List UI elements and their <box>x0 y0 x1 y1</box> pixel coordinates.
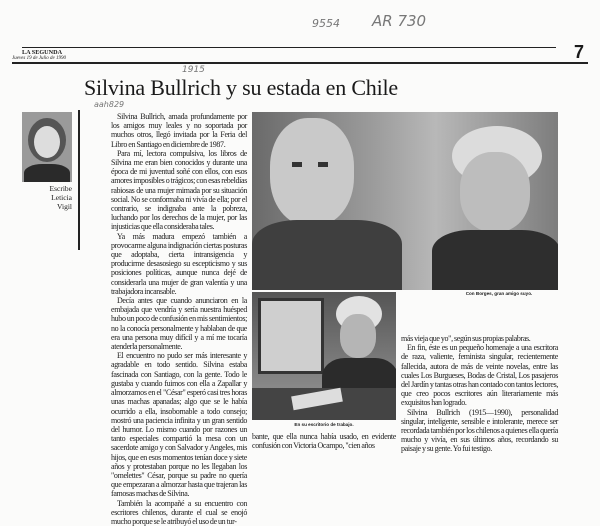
caption-borges: Con Borges, gran amigo suyo. <box>465 291 533 296</box>
handwritten-number: 9554 <box>312 17 340 30</box>
paragraph: Silvina Bullrich, amada profundamente por los amigos muy leales y no soportada por muchos otros, llegó invitada por la Feria del Libro en Santiago en diciembre de 1987. <box>111 112 247 149</box>
byline-last-name: Vigil <box>57 202 72 211</box>
byline <box>40 184 72 211</box>
article-column-right <box>401 334 558 454</box>
photo-at-desk <box>252 292 396 420</box>
photo-with-borges <box>252 112 558 290</box>
newspaper-name: LA SEGUNDA <box>22 49 63 56</box>
handwritten-year: 1915 <box>182 65 205 75</box>
author-photo <box>22 112 72 182</box>
paragraph: En fin, éste es un pequeño homenaje a una escritora de raza, valiente, feminista singular, recientemente fallecida, autora de más de veinte novelas, entre las cuales Los Burgueses, Bodas de Cristal, Los pasajeros del Jardín y tantas otras han contado con tantos lectores, que creo pocos escritores aún literariamente más exquisitos han logrado. <box>401 343 558 408</box>
newspaper-date: Jueves 19 de Julio de 1990 <box>12 56 67 61</box>
handwritten-reference: aah829 <box>94 100 125 109</box>
caption-desk: En su escritorio de trabajo. <box>294 422 354 427</box>
paragraph: También la acompañé a su encuentro con escritores chilenos, durante el cual se enojó mucho porque se le atribuyó el uso de un tur- <box>111 498 247 526</box>
paragraph: El encuentro no pudo ser más interesante y agradable en todo sentido. Silvina estaba fascinada con Santiago, con la gente. Todo le gustaba y cuando fuimos con ella a Zapallar y almorzamos en el "César" esperó casi tres horas unas machas apanadas; algo que se le había ocurrido a ella, insobornable a todo consejo; mostró una paciencia infinita y un gran sentido del humor. Lo mismo cuando por razones un tanto especiales compartió la mesa con un sacerdote amigo y con Salvador y Angeles, mis hijos, que en esos momentos tenían doce y siete años y protestaban porque no les llegaban los "omelettes" César, porque su padre no quería que empezaran a almorzar hasta que trajeran las famosas machas de Silvina. <box>111 351 247 499</box>
masthead-top-rule <box>22 47 556 48</box>
paragraph: Silvina Bullrich (1915—1990), personalidad singular, inteligente, sensible e intolerante, merece ser recordada también por los chilenos a quienes ella quería mucho y vivía, en sus últimos años, recordando su paisaje y su gente. Yo fui testigo. <box>401 407 558 454</box>
article-column-middle <box>252 432 396 450</box>
paragraph: bante, que ella nunca había usado, en evidente confusión con Victoria Ocampo, "cien años <box>252 432 396 451</box>
paragraph: Decía antes que cuando anunciaron en la embajada que vendría y sería nuestra huésped hubo un poco de confusión en mis sentimientos; no la conocía personalmente y hablaban de que era una persona muy difícil y a mí me tocaría atenderla personalmente. <box>111 296 247 352</box>
paragraph: Para mí, lectora compulsiva, los libros de Silvina me eran bien conocidos y durante una época de mi juventud soñé con ellos, con esos amores imposibles o trágicos; con esas rebeldías rabiosas de una mujer mimada por su situación social. No se conformaba ni vivía de ella; por el contrario, se indignaba ante la pobreza, luchando por los derechos de la mujer, por las injusticias que ella consideraba tales. <box>111 148 247 232</box>
paragraph: Ya más madura empezó también a provocarme alguna indignación ciertas posturas que adoptaba, cierta intransigencia y producirme desasosiego su escepticismo y sus posiciones políticas, aunque nunca dejé de considerarla una mujer de gran valentía y una trabajadora incansable. <box>111 231 247 296</box>
paragraph: más vieja que yo", según sus propias palabras. <box>401 334 531 343</box>
handwritten-code: AR 730 <box>372 12 427 30</box>
article-column-left <box>111 112 247 526</box>
byline-first-name: Leticia <box>51 193 72 202</box>
byline-prefix: Escribe <box>49 184 72 193</box>
page-number: 7 <box>574 42 585 62</box>
column-rule <box>78 110 80 250</box>
article-title: Silvina Bullrich y su estada en Chile <box>84 75 398 100</box>
masthead-bottom-rule <box>12 62 588 64</box>
